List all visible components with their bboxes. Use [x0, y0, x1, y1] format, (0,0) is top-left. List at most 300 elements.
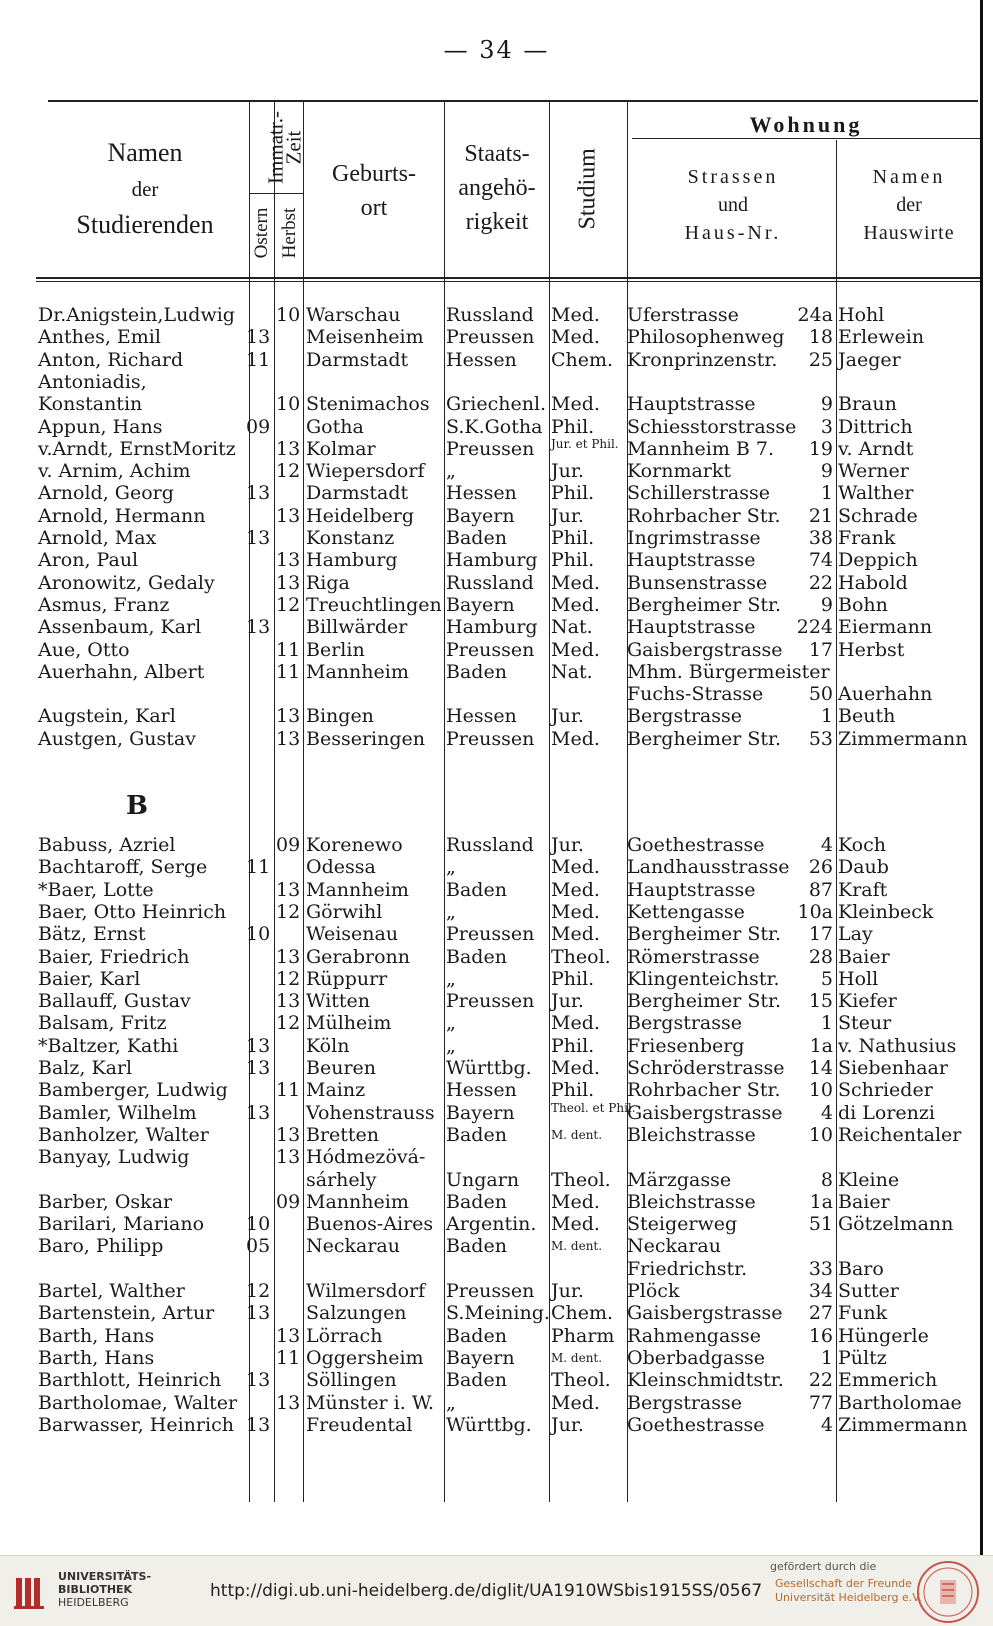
host-name: Kraft — [838, 878, 888, 901]
host-name: v. Arndt — [838, 437, 914, 460]
header-host-line2: der — [896, 194, 922, 216]
street: Schiesstorstrasse — [627, 415, 797, 438]
student-name: *Baltzer, Kathi — [38, 1034, 179, 1057]
student-name: Auerhahn, Albert — [38, 660, 205, 683]
header-bottom-rule — [36, 277, 980, 279]
house-number: 25 — [808, 348, 833, 371]
header-wohnung: Wohnung — [749, 112, 863, 137]
nationality: Russland — [446, 304, 534, 326]
table-row — [0, 460, 993, 482]
street: Bergheimer Str. — [627, 727, 782, 750]
street: Uferstrasse — [627, 304, 739, 326]
study-field: Med. — [551, 1057, 600, 1079]
street: Märzgasse — [627, 1168, 732, 1191]
study-field: Med. — [551, 856, 600, 879]
nationality: Griechenl. — [446, 393, 547, 416]
nationality: Preussen — [446, 326, 535, 349]
table-row — [0, 1169, 993, 1191]
header-immatr-2: Zeit — [281, 130, 306, 165]
street: Bleichstrasse — [627, 1123, 756, 1146]
study-field: Theol. — [551, 1369, 611, 1392]
nationality: Preussen — [446, 638, 535, 661]
birthplace: Vohenstrauss — [306, 1101, 435, 1124]
street: Bergheimer Str. — [627, 990, 782, 1013]
immatr-herbst: 09 — [276, 1190, 301, 1213]
header-street-line1: Strassen — [687, 166, 779, 188]
birthplace: Meisenheim — [306, 326, 424, 349]
birthplace: Kolmar — [306, 437, 376, 460]
house-number: 50 — [808, 683, 833, 706]
birthplace: Söllingen — [306, 1369, 397, 1392]
house-number: 53 — [808, 727, 833, 750]
study-field: Jur. — [551, 1413, 584, 1436]
student-name: v.Arndt, ErnstMoritz — [38, 437, 236, 460]
host-name: Hüngerle — [838, 1324, 929, 1347]
nationality: Württbg. — [446, 1413, 532, 1436]
student-name: Balz, Karl — [38, 1057, 133, 1079]
library-name-line3: HEIDELBERG — [58, 1596, 129, 1609]
host-name: Koch — [838, 834, 887, 856]
house-number: 1 — [820, 705, 833, 728]
host-name: Schrade — [838, 504, 918, 527]
house-number: 77 — [808, 1391, 833, 1414]
street: Bleichstrasse — [627, 1190, 756, 1213]
nationality: „ — [446, 856, 456, 879]
student-name: Aron, Paul — [38, 549, 139, 572]
table-row — [0, 728, 993, 750]
header-top-rule — [48, 100, 978, 102]
header-state-line1: Staats- — [464, 141, 530, 167]
host-name: Reichentaler — [838, 1123, 962, 1146]
society-name-line2: Universität Heidelberg e.V. — [775, 1591, 922, 1604]
student-name: Bachtaroff, Serge — [38, 856, 208, 879]
host-name: Kiefer — [838, 990, 897, 1013]
table-row — [0, 1325, 993, 1347]
nationality: Preussen — [446, 727, 535, 750]
host-name: Beuth — [838, 705, 896, 728]
student-name: Dr.Anigstein,Ludwig — [38, 304, 235, 326]
street: Oberbadgasse — [627, 1346, 765, 1369]
student-name: Ballauff, Gustav — [38, 990, 191, 1013]
header-state-line3: rigkeit — [465, 209, 529, 235]
host-name: Sutter — [838, 1280, 899, 1302]
street: Rohrbacher Str. — [627, 504, 781, 527]
birthplace: Hódmezövá- — [306, 1146, 426, 1169]
birthplace: Billwärder — [306, 616, 408, 639]
nationality: Argentin. — [446, 1213, 537, 1236]
host-name: Walther — [838, 482, 914, 505]
nationality: Preussen — [446, 923, 535, 946]
header-herbst: Herbst — [279, 207, 300, 259]
society-name-line1: Gesellschaft der Freunde — [775, 1577, 912, 1590]
study-field: Chem. — [551, 348, 614, 371]
table-row — [0, 1057, 993, 1079]
house-number: 16 — [808, 1324, 833, 1347]
immatr-herbst: 12 — [276, 460, 301, 483]
header-state — [446, 137, 548, 239]
house-number: 38 — [808, 527, 833, 549]
street: Gaisbergstrasse — [627, 1101, 783, 1124]
immatr-herbst: 13 — [276, 549, 301, 572]
host-name: Zimmermann — [838, 1413, 968, 1436]
house-number: 10a — [797, 900, 833, 923]
host-name: Steur — [838, 1012, 892, 1035]
table-row — [0, 549, 993, 571]
table-row — [0, 683, 993, 705]
street: Rahmengasse — [627, 1324, 762, 1347]
host-name: Pültz — [838, 1346, 887, 1369]
immatr-herbst: 13 — [276, 1146, 301, 1169]
library-name-line2: BIBLIOTHEK — [58, 1583, 133, 1596]
street: Kronprinzenstr. — [627, 348, 778, 371]
street: Steigerweg — [627, 1213, 738, 1236]
nationality: Hessen — [446, 705, 517, 728]
immatr-ostern: 10 — [246, 923, 271, 946]
immatr-ostern: 13 — [246, 527, 271, 549]
nationality: „ — [446, 460, 456, 483]
student-name: Appun, Hans — [38, 415, 163, 438]
table-row — [0, 1280, 993, 1302]
house-number: 3 — [820, 415, 833, 438]
page-number: — 34 — — [443, 36, 550, 64]
study-field: Med. — [551, 638, 600, 661]
host-name: Baier — [838, 1190, 890, 1213]
street: Neckarau — [627, 1235, 721, 1258]
house-number: 1a — [809, 1034, 833, 1057]
study-field: Med. — [551, 304, 600, 326]
header-names — [40, 135, 250, 243]
table-row — [0, 990, 993, 1012]
birthplace: Buenos-Aires — [306, 1213, 434, 1236]
student-name: Baro, Philipp — [38, 1235, 164, 1258]
immatr-herbst: 13 — [276, 571, 301, 594]
immatr-herbst: 13 — [276, 705, 301, 728]
immatr-ostern: 10 — [246, 1213, 271, 1236]
table-row — [0, 1414, 993, 1436]
immatr-ostern: 13 — [246, 616, 271, 639]
host-name: Jaeger — [838, 348, 901, 371]
immatr-herbst: 13 — [276, 990, 301, 1013]
immatr-herbst: 11 — [276, 660, 301, 683]
birthplace: Darmstadt — [306, 348, 409, 371]
footer-bar — [0, 1555, 993, 1626]
nationality: Hamburg — [446, 616, 538, 639]
nationality: Bayern — [446, 1101, 515, 1124]
house-number: 27 — [808, 1302, 833, 1325]
table-row — [0, 349, 993, 371]
host-name: Habold — [838, 571, 908, 594]
header-bottom-rule-2 — [36, 281, 980, 282]
street: Ingrimstrasse — [627, 527, 761, 549]
birthplace: Wilmersdorf — [306, 1280, 426, 1302]
header-street-line3: Haus-Nr. — [684, 222, 782, 244]
nationality: Baden — [446, 945, 507, 968]
student-name: Babuss, Azriel — [38, 834, 176, 856]
street: Bunsenstrasse — [627, 571, 768, 594]
birthplace: Gotha — [306, 415, 364, 438]
host-name: Götzelmann — [838, 1213, 954, 1236]
house-number: 22 — [808, 1369, 833, 1392]
table-row — [0, 705, 993, 727]
table-row — [0, 482, 993, 504]
student-name: Barth, Hans — [38, 1324, 155, 1347]
host-name: Auerhahn — [838, 683, 933, 706]
host-name: Emmerich — [838, 1369, 938, 1392]
house-number: 1 — [820, 1012, 833, 1035]
birthplace: Warschau — [306, 304, 401, 326]
student-name: Baer, Otto Heinrich — [38, 900, 227, 923]
student-name: Balsam, Fritz — [38, 1012, 167, 1035]
table-row — [0, 304, 993, 326]
study-field: Med. — [551, 727, 600, 750]
house-number: 14 — [808, 1057, 833, 1079]
host-name: Holl — [838, 967, 879, 990]
study-field: Jur. — [551, 705, 584, 728]
table-row — [0, 879, 993, 901]
student-name: Augstein, Karl — [38, 705, 176, 728]
student-name: Barth, Hans — [38, 1346, 155, 1369]
student-name: Asmus, Franz — [38, 593, 170, 616]
table-row — [0, 901, 993, 923]
house-number: 28 — [808, 945, 833, 968]
nationality: Baden — [446, 1324, 507, 1347]
table-row — [0, 1258, 993, 1280]
immatr-ostern: 13 — [246, 1057, 271, 1079]
table-row — [0, 1124, 993, 1146]
house-number: 9 — [820, 593, 833, 616]
nationality: Baden — [446, 660, 507, 683]
house-number: 5 — [820, 967, 833, 990]
birthplace: Heidelberg — [306, 504, 415, 527]
immatr-herbst: 10 — [276, 304, 301, 326]
host-name: v. Nathusius — [838, 1034, 957, 1057]
immatr-herbst: 12 — [276, 593, 301, 616]
immatr-herbst: 11 — [276, 1079, 301, 1102]
student-name: Anton, Richard — [38, 348, 184, 371]
birthplace: Oggersheim — [306, 1346, 424, 1369]
study-field: Med. — [551, 1213, 600, 1236]
house-number: 1 — [820, 1346, 833, 1369]
street: Fuchs-Strasse — [627, 683, 764, 706]
header-born-line1: Geburts- — [332, 161, 416, 187]
immatr-ostern: 13 — [246, 326, 271, 349]
host-name: Hohl — [838, 304, 885, 326]
student-name: Barilari, Mariano — [38, 1213, 205, 1236]
immatr-ostern: 13 — [246, 1101, 271, 1124]
house-number: 87 — [808, 878, 833, 901]
street: Goethestrasse — [627, 834, 765, 856]
street: Römerstrasse — [627, 945, 760, 968]
immatr-herbst: 11 — [276, 1346, 301, 1369]
immatr-herbst: 09 — [276, 834, 301, 856]
study-field: M. dent. — [551, 1239, 603, 1254]
street: Schröderstrasse — [627, 1057, 785, 1079]
student-name: Barthlott, Heinrich — [38, 1369, 222, 1392]
host-name: Baro — [838, 1257, 884, 1280]
street: Gaisbergstrasse — [627, 638, 783, 661]
header-names-line3: Studierenden — [76, 210, 214, 239]
student-name: Aue, Otto — [38, 638, 130, 661]
header-host — [838, 163, 980, 247]
street: Plöck — [627, 1280, 680, 1302]
study-field: Med. — [551, 393, 600, 416]
library-name — [58, 1570, 151, 1609]
student-name: Bamler, Wilhelm — [38, 1101, 197, 1124]
library-name-line1: UNIVERSITÄTS- — [58, 1570, 152, 1583]
society-name — [775, 1577, 922, 1605]
table-row — [0, 1235, 993, 1257]
host-name: Bartholomae — [838, 1391, 962, 1414]
table-row — [0, 1035, 993, 1057]
student-name: Bartel, Walther — [38, 1280, 185, 1302]
table-row — [0, 416, 993, 438]
table-row — [0, 1392, 993, 1414]
table-row — [0, 661, 993, 683]
birthplace: Besseringen — [306, 727, 425, 750]
birthplace: Lörrach — [306, 1324, 383, 1347]
student-name: *Baer, Lotte — [38, 878, 154, 901]
study-field: Med. — [551, 1190, 600, 1213]
study-field: Phil. — [551, 1079, 595, 1102]
street: Gaisbergstrasse — [627, 1302, 783, 1325]
house-number: 19 — [808, 437, 833, 460]
nationality: Preussen — [446, 437, 535, 460]
study-field: Theol. — [551, 1168, 611, 1191]
nationality: Preussen — [446, 990, 535, 1013]
header-born-line2: ort — [360, 195, 388, 221]
host-name: Frank — [838, 527, 896, 549]
birthplace: Wiepersdorf — [306, 460, 425, 483]
host-name: Kleinbeck — [838, 900, 934, 923]
birthplace: Beuren — [306, 1057, 377, 1079]
house-number: 21 — [808, 504, 833, 527]
immatr-herbst: 12 — [276, 1012, 301, 1035]
house-number: 24a — [797, 304, 833, 326]
host-name: Erlewein — [838, 326, 925, 349]
nationality: Baden — [446, 1123, 507, 1146]
nationality: S.K.Gotha — [446, 415, 543, 438]
library-logo-icon — [12, 1572, 52, 1612]
student-name: Banholzer, Walter — [38, 1123, 209, 1146]
study-field: Med. — [551, 1391, 600, 1414]
header-ostern: Ostern — [251, 207, 272, 259]
table-row — [0, 616, 993, 638]
table-row — [0, 968, 993, 990]
birthplace: Konstanz — [306, 527, 395, 549]
immatr-ostern: 13 — [246, 1302, 271, 1325]
street: Kettengasse — [627, 900, 745, 923]
nationality: Russland — [446, 571, 534, 594]
header-host-line3: Hauswirte — [863, 222, 955, 244]
host-name: Kleine — [838, 1168, 900, 1191]
birthplace: Treuchtlingen — [306, 593, 442, 616]
study-field: Jur. — [551, 1280, 584, 1302]
table-row — [0, 834, 993, 856]
study-field: Phil. — [551, 967, 595, 990]
house-number: 18 — [808, 326, 833, 349]
header-born — [305, 157, 443, 225]
street: Hauptstrasse — [627, 393, 756, 416]
student-name: Antoniadis, — [38, 370, 147, 393]
student-name: Arnold, Georg — [38, 482, 174, 505]
street: Hauptstrasse — [627, 878, 756, 901]
street: Hauptstrasse — [627, 616, 756, 639]
host-name: Werner — [838, 460, 909, 483]
table-row — [0, 1146, 993, 1168]
study-field: Theol. et Phil. — [551, 1100, 636, 1115]
nationality: Baden — [446, 527, 507, 549]
immatr-herbst: 12 — [276, 900, 301, 923]
host-name: Bohn — [838, 593, 888, 616]
table-row — [0, 594, 993, 616]
immatr-herbst: 12 — [276, 967, 301, 990]
birthplace: Neckarau — [306, 1235, 400, 1258]
table-row — [0, 438, 993, 460]
nationality: Bayern — [446, 593, 515, 616]
immatr-ostern: 13 — [246, 1034, 271, 1057]
nationality: Bayern — [446, 504, 515, 527]
host-name: Herbst — [838, 638, 905, 661]
street: Bergheimer Str. — [627, 923, 782, 946]
table-row — [0, 572, 993, 594]
table-row — [0, 1369, 993, 1391]
house-number: 74 — [808, 549, 833, 572]
nationality: Hamburg — [446, 549, 538, 572]
birthplace: Bretten — [306, 1123, 380, 1146]
study-field: Jur. — [551, 834, 584, 856]
source-url-link[interactable]: http://digi.ub.uni-heidelberg.de/diglit/UA1910WSbis1915SS/0567 — [210, 1581, 763, 1601]
street: Rohrbacher Str. — [627, 1079, 781, 1102]
birthplace: Bingen — [306, 705, 374, 728]
nationality: Ungarn — [446, 1168, 520, 1191]
house-number: 9 — [820, 460, 833, 483]
immatr-ostern: 11 — [246, 856, 271, 879]
table-row — [0, 639, 993, 661]
birthplace: Mannheim — [306, 878, 409, 901]
study-field: Jur. — [551, 990, 584, 1013]
student-name: Baier, Karl — [38, 967, 141, 990]
birthplace: Hamburg — [306, 549, 398, 572]
immatr-herbst: 13 — [276, 727, 301, 750]
house-number: 22 — [808, 571, 833, 594]
nationality: Hessen — [446, 482, 517, 505]
student-name: Bamberger, Ludwig — [38, 1079, 228, 1102]
immatr-herbst: 13 — [276, 437, 301, 460]
immatr-ostern: 13 — [246, 1413, 271, 1436]
nationality: Baden — [446, 1235, 507, 1258]
immatr-ostern: 13 — [246, 482, 271, 505]
house-number: 224 — [796, 616, 833, 639]
host-name: Funk — [838, 1302, 888, 1325]
birthplace: Gerabronn — [306, 945, 410, 968]
host-name: Zimmermann — [838, 727, 968, 750]
street: Hauptstrasse — [627, 549, 756, 572]
host-name: Eiermann — [838, 616, 933, 639]
study-field: Med. — [551, 878, 600, 901]
host-name: Schrieder — [838, 1079, 933, 1102]
immatr-herbst: 13 — [276, 504, 301, 527]
birthplace: Rüppurr — [306, 967, 388, 990]
immatr-ostern: 05 — [246, 1235, 271, 1258]
house-number: 10 — [808, 1079, 833, 1102]
immatr-herbst: 13 — [276, 945, 301, 968]
study-field: Med. — [551, 326, 600, 349]
immatr-herbst: 10 — [276, 393, 301, 416]
house-number: 51 — [808, 1213, 833, 1236]
table-row — [0, 371, 993, 393]
street: Goethestrasse — [627, 1413, 765, 1436]
header-immatr-1: Immatr.- — [263, 111, 288, 184]
